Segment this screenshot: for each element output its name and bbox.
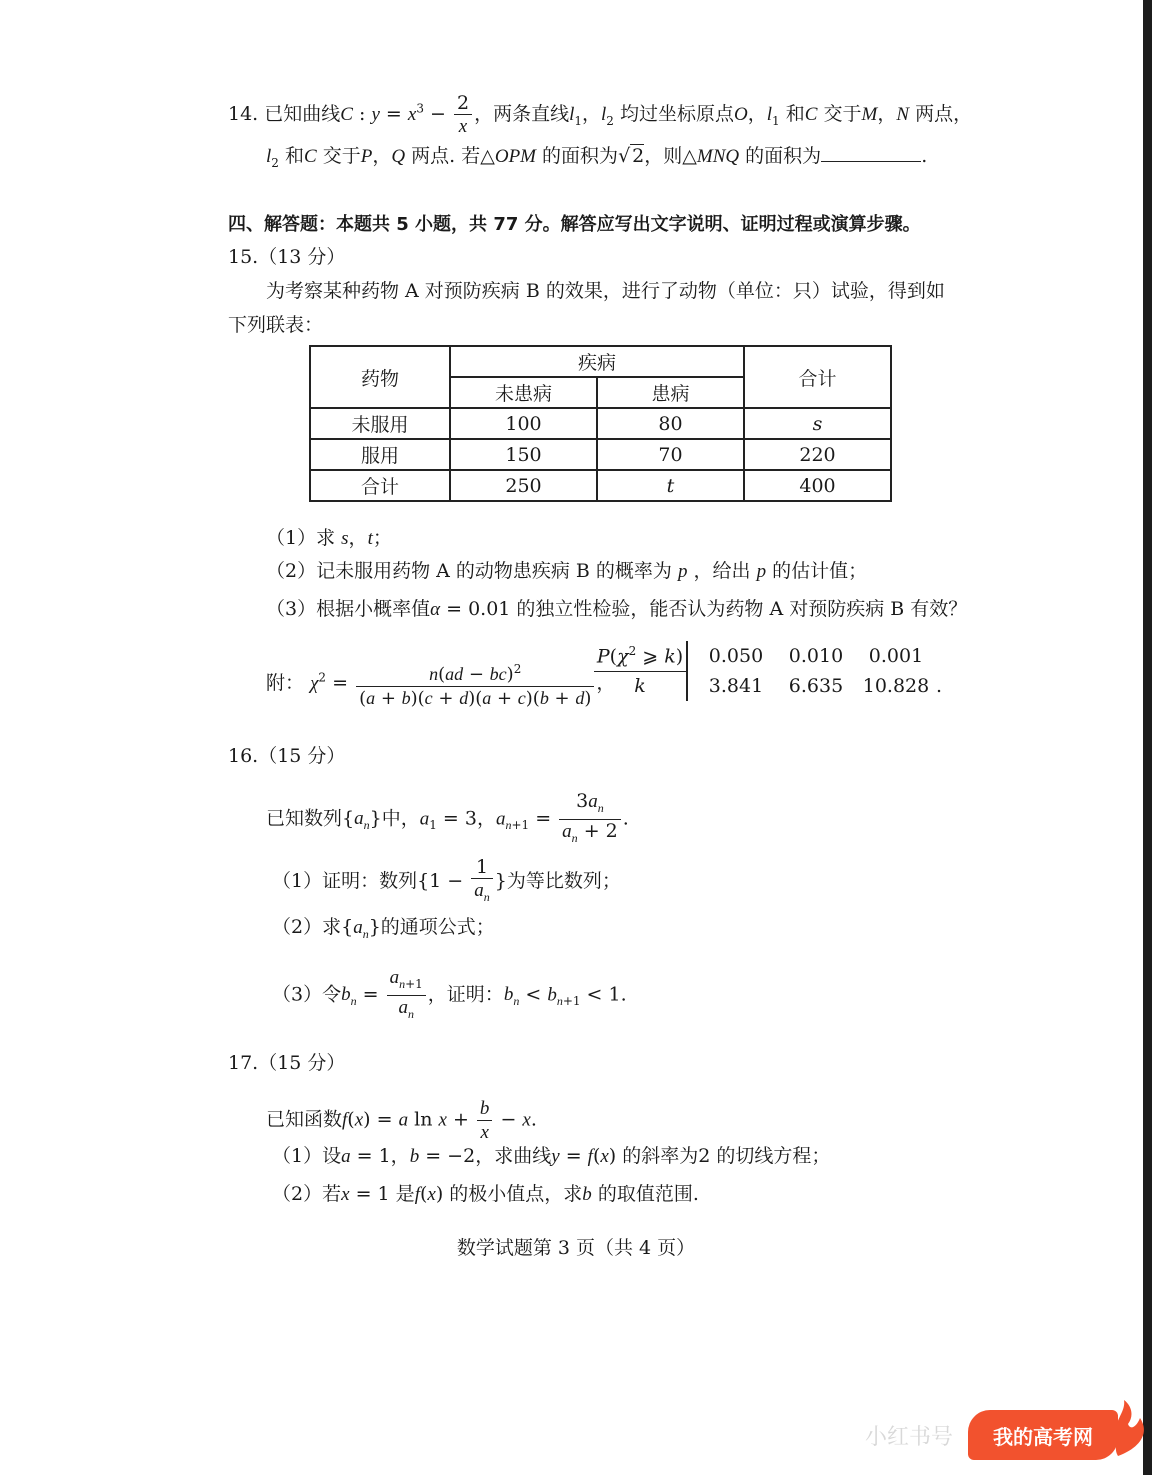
crit-p: 0.010 <box>788 645 844 667</box>
q15-header: 15.（13 分） <box>228 246 346 268</box>
q16-sub1: （1）证明：数列{1 − $\frac{1}{a_n}$ }为等比数列； <box>272 856 621 904</box>
q15-intro-1: 为考察某种药物 A 对预防疾病 B 的效果，进行了动物（单位：只）试验，得到如 <box>266 280 945 302</box>
q15-sub2: （2）记未服用药物 A 的动物患疾病 B 的概率为 p ，给出 p 的估计值； <box>266 560 868 582</box>
cell: 400 <box>744 470 891 501</box>
q15-appendix: 附： $\chi^2$ = $\frac{n(ad - bc)^2}{(a + b)(c + d)(a + c)(b + d)}$ ， <box>266 658 615 710</box>
watermark-text: 小红书号 <box>865 1425 954 1450</box>
cell: 100 <box>450 408 597 439</box>
q15-sub1: （1）求 s，t； <box>266 527 392 549</box>
q14-line2: $l_2$ 和C 交于P，Q 两点. 若△OPM 的面积为√ 2，则△MNQ 的面积为 . <box>266 145 928 170</box>
table-row <box>310 470 891 501</box>
q17-sub1: （1）设a = 1，b = −2，求曲线y = f(x) 的斜率为2 的切线方程； <box>272 1145 831 1167</box>
critical-value-table: $P(\chi^2$ ⩾ k) 0.050 0.010 0.001 k 3.841 6.635 10.828 . <box>594 641 942 701</box>
crit-k: 10.828 <box>862 675 930 697</box>
watermark-badge: 我的高考网 <box>968 1410 1118 1460</box>
table-row <box>310 408 891 439</box>
th-sick: 患病 <box>597 377 744 408</box>
th-disease: 疾病 <box>450 346 744 377</box>
crit-p: 0.001 <box>868 645 924 667</box>
th-not-sick: 未患病 <box>450 377 597 408</box>
cell: 220 <box>744 439 891 470</box>
q16-sub3: （3）令$b_n$ = $\frac{a_{n+1}}{a_n}$ ，证明：$b_n < b_{n+1} < 1$. <box>272 967 627 1021</box>
q14-line1: 14. 已知曲线C : $y = x^3$ − $\frac{2}{x}$ ，两条直线$l_1$，$l_2$ 均过坐标原点O，$l_1$ 和C 交于M，N 两点， <box>228 92 973 137</box>
page-footer: 数学试题第 3 页（共 4 页） <box>456 1237 696 1259</box>
q17-stem: 已知函数f(x) = a ln x + $\frac{b}{x}$ − x. <box>266 1098 537 1143</box>
cell: 合计 <box>310 470 450 501</box>
q17-header: 17.（15 分） <box>228 1052 346 1074</box>
q15-intro-2: 下列联表： <box>228 314 324 336</box>
q17-sub2: （2）若x = 1 是f(x) 的极小值点，求b 的取值范围. <box>272 1183 699 1205</box>
cell: 80 <box>597 408 744 439</box>
crit-p: 0.050 <box>708 645 764 667</box>
q16-sub2: （2）求$\{a_n\}$的通项公式； <box>272 916 495 941</box>
contingency-table <box>309 345 892 502</box>
th-total: 合计 <box>744 346 891 408</box>
section-heading: 四、解答题：本题共 5 小题，共 77 分。解答应写出文字说明、证明过程或演算步骤。 <box>228 214 921 235</box>
q15-sub3: （3）根据小概率值α = 0.01 的独立性检验，能否认为药物 A 对预防疾病 B 有效？ <box>266 598 968 620</box>
flame-icon <box>1110 1398 1152 1458</box>
crit-k: 6.635 <box>788 675 844 697</box>
cell: t <box>597 470 744 501</box>
cell: s <box>744 408 891 439</box>
cell: 未服用 <box>310 408 450 439</box>
q16-stem: 已知数列$\{a_n\}$中，$a_1 = 3$，$a_{n+1}$ = $\frac{3a_n}{a_n + 2}$ . <box>266 790 629 845</box>
q16-header: 16.（15 分） <box>228 745 346 767</box>
cell: 250 <box>450 470 597 501</box>
crit-k: 3.841 <box>708 675 764 697</box>
cell: 150 <box>450 439 597 470</box>
table-row <box>310 439 891 470</box>
answer-blank <box>821 143 921 162</box>
cell: 服用 <box>310 439 450 470</box>
th-drug: 药物 <box>310 346 450 408</box>
cell: 70 <box>597 439 744 470</box>
